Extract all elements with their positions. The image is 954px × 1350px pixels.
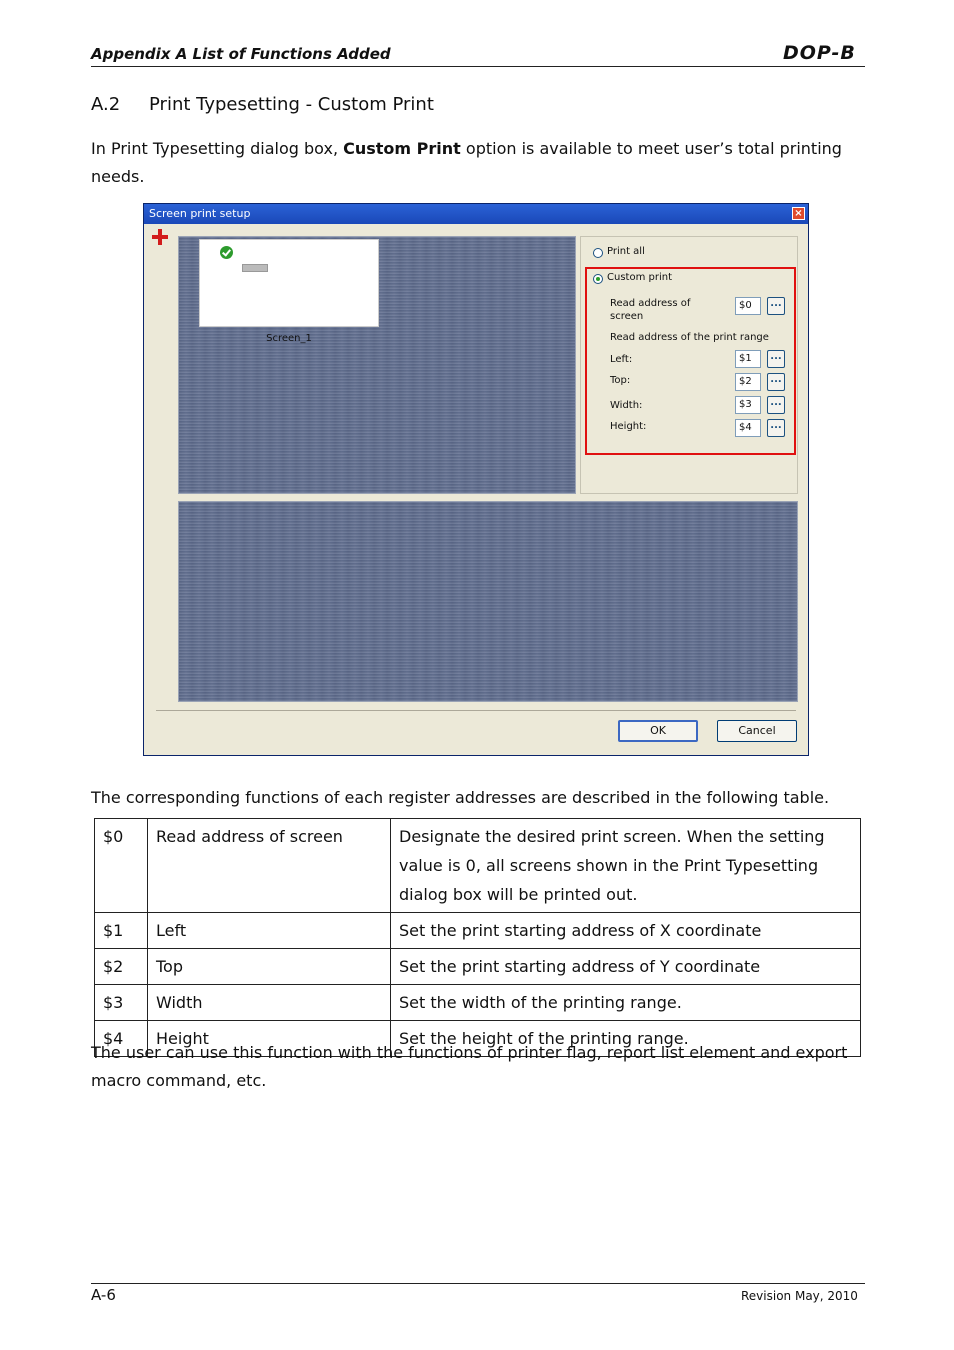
- name-cell: Top: [148, 949, 391, 985]
- left-browse-button[interactable]: ...: [767, 350, 785, 368]
- print-all-label: Print all: [607, 246, 645, 257]
- name-cell: Height: [148, 1021, 391, 1057]
- name-cell: Width: [148, 985, 391, 1021]
- running-header-title: Appendix A List of Functions Added: [91, 45, 391, 63]
- description-cell: Set the height of the printing range.: [391, 1021, 861, 1057]
- print-all-radio[interactable]: [593, 248, 603, 258]
- height-browse-button[interactable]: ...: [767, 419, 785, 437]
- section-number: A.2: [91, 94, 121, 115]
- screen-thumbnail[interactable]: [199, 239, 379, 327]
- screen-address-field[interactable]: $0: [735, 297, 761, 315]
- register-cell: $1: [95, 913, 148, 949]
- top-label: Top:: [610, 375, 631, 386]
- table-intro: The corresponding functions of each register addresses are described in the following table.: [91, 788, 830, 807]
- add-icon[interactable]: [152, 229, 168, 245]
- table-row: [95, 913, 861, 949]
- screen-preview-area[interactable]: [178, 236, 576, 494]
- revision-note: Revision May, 2010: [741, 1289, 858, 1303]
- top-field[interactable]: $2: [735, 373, 761, 391]
- width-browse-button[interactable]: ...: [767, 396, 785, 414]
- read-address-range-label: Read address of the print range: [610, 332, 769, 343]
- intro-paragraph: [91, 135, 866, 191]
- table-row: [95, 949, 861, 985]
- description-cell: Designate the desired print screen. When the setting value is 0, all screens shown in the Print Typesetting dialog box will be printed out.: [391, 819, 861, 913]
- screen-thumbnail-label: Screen_1: [266, 333, 312, 344]
- intro-text-before: In Print Typesetting dialog box,: [91, 139, 344, 158]
- table-row: [95, 985, 861, 1021]
- check-icon: [220, 246, 233, 259]
- description-cell: Set the print starting address of X coordinate: [391, 913, 861, 949]
- page-number: A-6: [91, 1286, 116, 1304]
- close-icon[interactable]: ×: [792, 207, 805, 220]
- custom-print-radio[interactable]: [593, 274, 603, 284]
- dialog-separator: [156, 710, 796, 711]
- dialog-titlebar: [144, 204, 808, 224]
- custom-print-label: Custom print: [607, 272, 672, 283]
- intro-text-bold: Custom Print: [343, 139, 461, 158]
- width-label: Width:: [610, 400, 643, 411]
- ok-button[interactable]: OK: [618, 720, 698, 742]
- left-field[interactable]: $1: [735, 350, 761, 368]
- screen-print-setup-dialog: [143, 203, 809, 756]
- print-layout-area[interactable]: [178, 501, 798, 702]
- screen-address-browse-button[interactable]: ...: [767, 297, 785, 315]
- section-heading: [91, 94, 434, 115]
- height-field[interactable]: $4: [735, 419, 761, 437]
- register-cell: $0: [95, 819, 148, 913]
- name-cell: Left: [148, 913, 391, 949]
- intro-text-after: option is available to meet user’s total printing needs.: [91, 139, 842, 186]
- top-browse-button[interactable]: ...: [767, 373, 785, 391]
- dialog-title: Screen print setup: [149, 207, 251, 220]
- closing-paragraph: The user can use this function with the functions of printer flag, report list element and export macro command, etc.: [91, 1043, 848, 1090]
- read-address-screen-label: Read address of screen: [610, 298, 691, 322]
- header-divider: [91, 66, 865, 67]
- description-cell: Set the width of the printing range.: [391, 985, 861, 1021]
- description-cell: Set the print starting address of Y coordinate: [391, 949, 861, 985]
- width-field[interactable]: $3: [735, 396, 761, 414]
- footer-divider: [91, 1283, 865, 1284]
- height-label: Height:: [610, 421, 647, 432]
- register-cell: $3: [95, 985, 148, 1021]
- product-logo: DOP-B: [783, 42, 856, 64]
- name-cell: Read address of screen: [148, 819, 391, 913]
- register-cell: $4: [95, 1021, 148, 1057]
- table-row: [95, 819, 861, 913]
- cancel-button[interactable]: Cancel: [717, 720, 797, 742]
- register-table: [94, 818, 861, 1057]
- thumbnail-button-shape: [242, 264, 268, 272]
- section-title: Print Typesetting - Custom Print: [149, 94, 434, 115]
- left-label: Left:: [610, 354, 633, 365]
- register-cell: $2: [95, 949, 148, 985]
